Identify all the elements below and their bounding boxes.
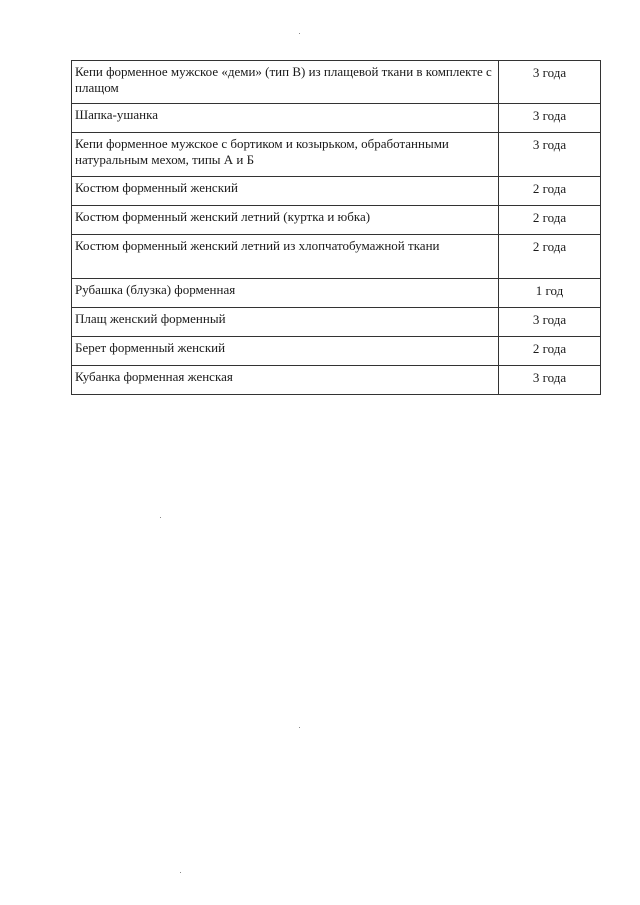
table-row: [72, 206, 601, 235]
wear-period: 3 года: [499, 104, 601, 133]
table-row: [72, 133, 601, 177]
wear-period: 3 года: [499, 133, 601, 177]
wear-period: 1 год: [499, 279, 601, 308]
scan-speck: [160, 517, 161, 518]
wear-period: 2 года: [499, 177, 601, 206]
table-row: [72, 308, 601, 337]
item-name: Плащ женский форменный: [72, 308, 499, 337]
table-row: [72, 177, 601, 206]
item-name: Костюм форменный женский: [72, 177, 499, 206]
wear-period: 2 года: [499, 235, 601, 279]
item-name: Кубанка форменная женская: [72, 366, 499, 395]
item-name: Костюм форменный женский летний (куртка и юбка): [72, 206, 499, 235]
uniform-items-table: [71, 60, 601, 395]
table-row: [72, 366, 601, 395]
scan-speck: [180, 872, 181, 873]
item-name: Кепи форменное мужское с бортиком и козырьком, обработанными натуральным мехом, типы А и Б: [72, 133, 499, 177]
item-name: Берет форменный женский: [72, 337, 499, 366]
table-row: [72, 235, 601, 279]
table-row: [72, 337, 601, 366]
table-row: [72, 279, 601, 308]
scan-speck: [299, 33, 300, 34]
item-name: Костюм форменный женский летний из хлопчатобумажной ткани: [72, 235, 499, 279]
wear-period: 3 года: [499, 308, 601, 337]
wear-period: 3 года: [499, 61, 601, 104]
wear-period: 2 года: [499, 206, 601, 235]
item-name: Шапка-ушанка: [72, 104, 499, 133]
item-name: Рубашка (блузка) форменная: [72, 279, 499, 308]
table-row: [72, 61, 601, 104]
scan-speck: [299, 727, 300, 728]
wear-period: 2 года: [499, 337, 601, 366]
table-row: [72, 104, 601, 133]
item-name: Кепи форменное мужское «деми» (тип В) из плащевой ткани в комплекте с плащом: [72, 61, 499, 104]
wear-period: 3 года: [499, 366, 601, 395]
